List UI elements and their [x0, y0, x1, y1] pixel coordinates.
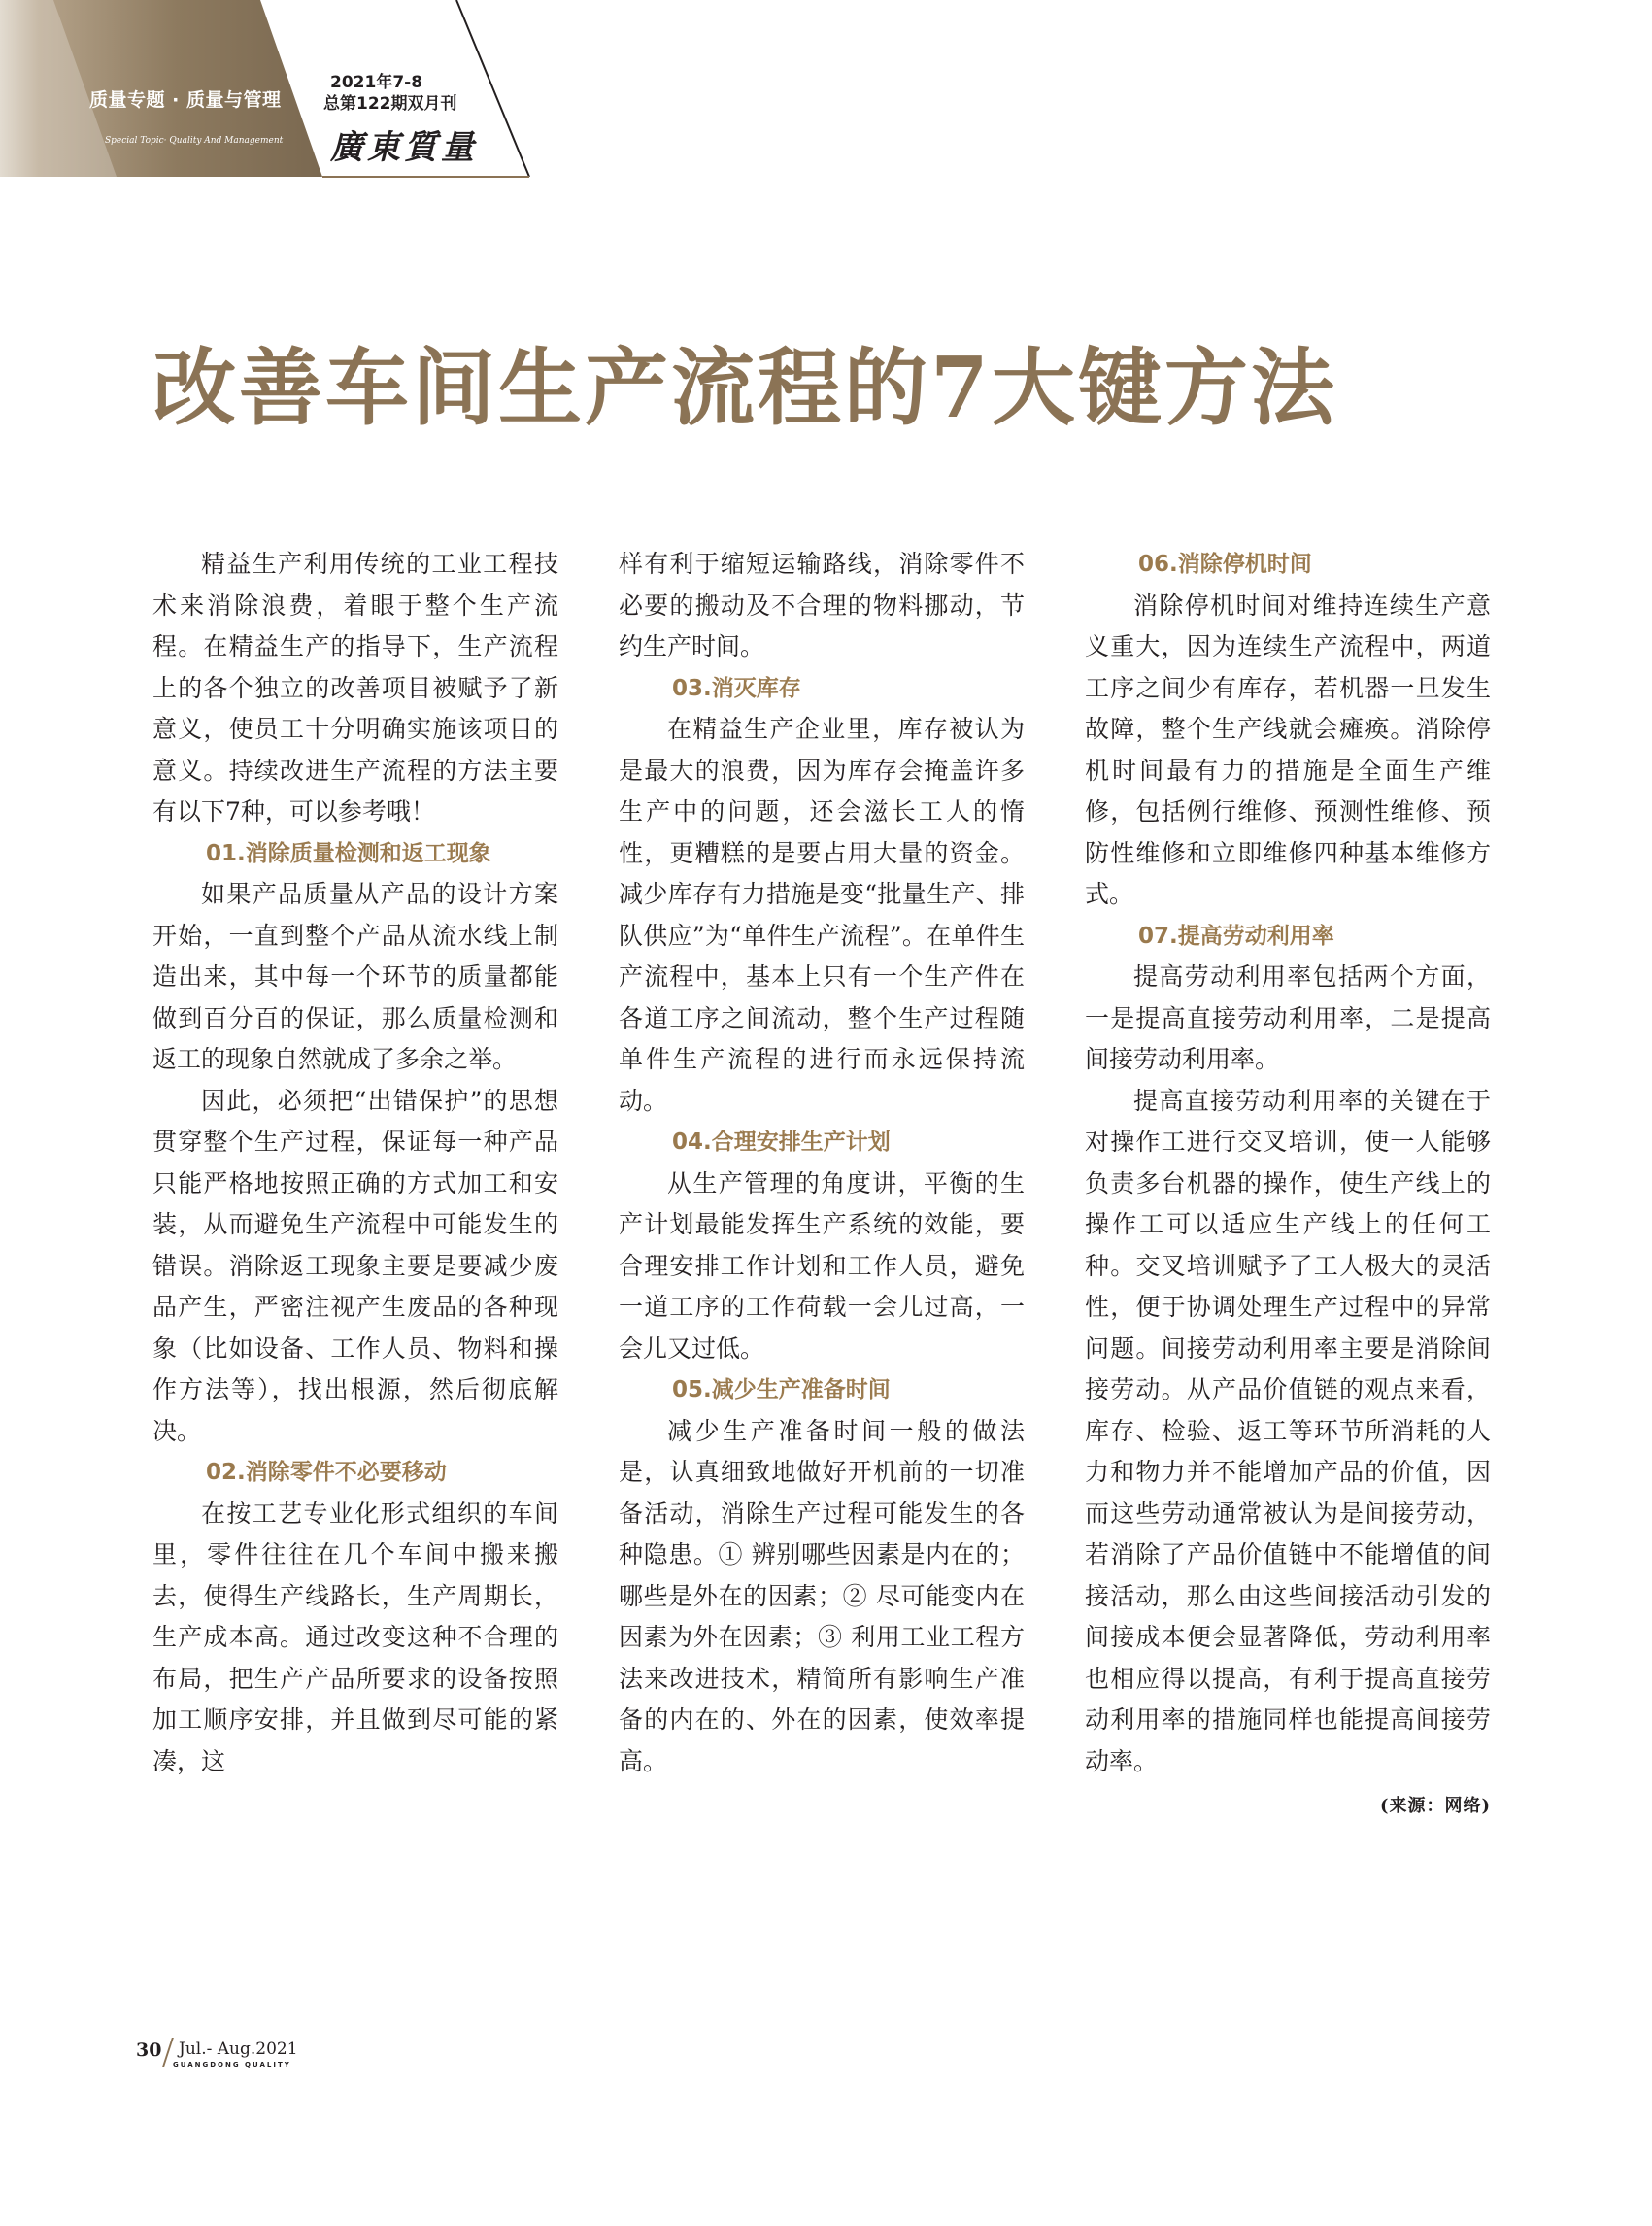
- section-heading-01: 01.消除质量检测和返工现象: [206, 840, 491, 866]
- footer-magazine-name: GUANGDONG QUALITY: [173, 2061, 291, 2069]
- paragraph: 因此，必须把“出错保护”的思想贯穿整个生产过程，保证每一种产品只能严格地按照正确的方式加工和安装，从而避免生产流程中可能发生的错误。消除返工现象主要是要减少废品产生，严密注视产生废品的各种现象（比如设备、工作人员、物料和操作方法等），找出根源，然后彻底解决。: [152, 1086, 558, 1445]
- intro-paragraph: 精益生产利用传统的工业工程技术来消除浪费，着眼于整个生产流程。在精益生产的指导下，生产流程上的各个独立的改善项目被赋予了新意义，使员工十分明确实施该项目的意义。持续改进生产流程的方法主要有以下7种，可以参考哦！: [152, 550, 558, 826]
- paragraph: 如果产品质量从产品的设计方案开始，一直到整个产品从流水线上制造出来，其中每一个环节的质量都能做到百分百的保证，那么质量检测和返工的现象自然就成了多余之举。: [152, 880, 558, 1073]
- issue-number: 总第122期双月刊: [323, 94, 457, 114]
- section-title: 质量专题 · 质量与管理: [89, 89, 282, 111]
- source-note: (来源：网络): [1379, 1796, 1491, 1816]
- column-3: [1085, 544, 1491, 1821]
- page-number: 30: [136, 2040, 162, 2061]
- paragraph-continued: 样有利于缩短运输路线，消除零件不必要的搬动及不合理的物料挪动，节约生产时间。: [619, 550, 1025, 660]
- article-body: [152, 544, 1493, 1923]
- section-heading-03: 03.消灭库存: [672, 675, 801, 701]
- section-heading-04: 04.合理安排生产计划: [672, 1130, 891, 1155]
- paragraph: 提高直接劳动利用率的关键在于对操作工进行交叉培训，使一人能够负责多台机器的操作，使生产线上的操作工可以适应生产线上的任何工种。交叉培训赋予了工人极大的灵活性，便于协调处理生产过程中的异常问题。间接劳动利用率主要是消除间接劳动。从产品价值链的观点来看，库存、检验、返工等环节所消耗的人力和物力并不能增加产品的价值，因而这些劳动通常被认为是间接劳动，若消除了产品价值链中不能增值的间接活动，那么由这些间接活动引发的间接成本便会显著降低，劳动利用率也相应得以提高，有利于提高直接劳动利用率的措施同样也能提高间接劳动率。: [1085, 1086, 1491, 1775]
- paragraph: 减少生产准备时间一般的做法是，认真细致地做好开机前的一切准备活动，消除生产过程可能发生的各种隐患。① 辨别哪些因素是内在的；哪些是外在的因素；② 尽可能变内在因素为外在因素；③ 利用工业工程方法来改进技术，精简所有影响生产准备的内在的、外在的因素，使效率提高。: [619, 1416, 1025, 1775]
- paragraph: 从生产管理的角度讲，平衡的生产计划最能发挥生产系统的效能，要合理安排工作计划和工作人员，避免一道工序的工作荷载一会儿过高，一会儿又过低。: [619, 1168, 1025, 1363]
- column-1: [152, 544, 558, 1782]
- paragraph: 在按工艺专业化形式组织的车间里，零件往往在几个车间中搬来搬去，使得生产线路长，生产周期长，生产成本高。通过改变这种不合理的布局，把生产产品所要求的设备按照加工顺序安排，并且做到尽可能的紧凑，这: [152, 1499, 558, 1775]
- paragraph: 提高劳动利用率包括两个方面，一是提高直接劳动利用率，二是提高间接劳动利用率。: [1085, 962, 1491, 1073]
- section-heading-06: 06.消除停机时间: [1138, 552, 1312, 577]
- header-band: [0, 0, 544, 180]
- magazine-logo: 廣東質量: [330, 128, 478, 167]
- page-footer: [136, 2038, 388, 2086]
- section-heading-02: 02.消除零件不必要移动: [206, 1460, 447, 1485]
- paragraph: 在精益生产企业里，库存被认为是最大的浪费，因为库存会掩盖许多生产中的问题，还会滋长工人的惰性，更糟糕的是要占用大量的资金。减少库存有力措施是变“批量生产、排队供应”为“单件生产流程”。在单件生产流程中，基本上只有一个生产件在各道工序之间流动，整个生产过程随单件生产流程的进行而永远保持流动。: [619, 715, 1025, 1115]
- section-heading-05: 05.减少生产准备时间: [672, 1377, 891, 1402]
- issue-date: 2021年7-8: [330, 73, 423, 92]
- section-title-en: Special Topic· Quality And Management: [105, 136, 284, 146]
- footer-date: Jul.- Aug.2021: [179, 2040, 298, 2059]
- column-2: [619, 544, 1025, 1782]
- paragraph: 消除停机时间对维持连续生产意义重大，因为连续生产流程中，两道工序之间少有库存，若机器一旦发生故障，整个生产线就会瘫痪。消除停机时间最有力的措施是全面生产维修，包括例行维修、预测性维修、预防性维修和立即维修四种基本维修方式。: [1085, 590, 1491, 908]
- article-title: 改善车间生产流程的7大键方法: [152, 339, 1337, 437]
- section-heading-07: 07.提高劳动利用率: [1138, 923, 1334, 949]
